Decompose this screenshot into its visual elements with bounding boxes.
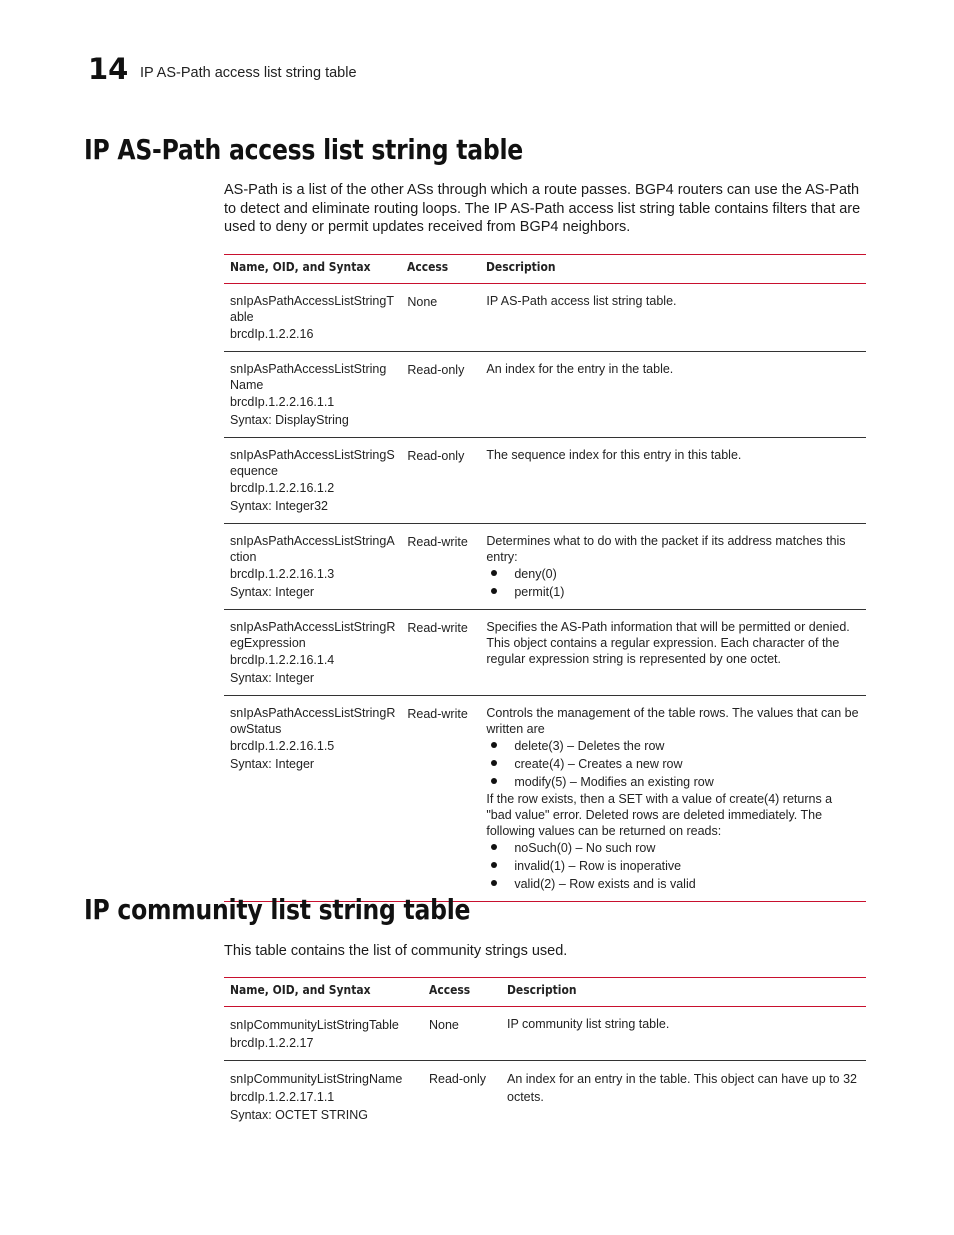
description-cell: IP community list string table. [507,1017,670,1031]
name-cell: snIpAsPathAccessListString Name brcdIp.1.2.2.16.1.1 Syntax: DisplayString [230,362,387,427]
access-cell: Read-write [407,707,468,721]
bullet-item: modify(5) – Modifies an existing row [486,773,860,791]
table-header-row [224,978,866,1007]
section-intro-as-path: AS-Path is a list of the other ASs through which a route passes. BGP4 routers can use the AS-Path to detect and eliminate routing loops. The IP AS-Path access list string table contains filters that are used to deny or permit updates received from BGP4 neighbors. [224,182,861,235]
bullet-item: delete(3) – Deletes the row [486,737,860,755]
name-cell: snIpAsPathAccessListStringS equence brcdIp.1.2.2.16.1.2 Syntax: Integer32 [230,448,395,513]
column-header: Description [480,255,866,284]
table-row [224,610,866,696]
bullet-item: noSuch(0) – No such row [486,839,860,857]
access-cell: Read-only [429,1072,486,1086]
description-cell: Controls the management of the table rows. The values that can be written are delete(3) – Deletes the row create(4) – Creates a new row modify(5) – Modifies an existing row If the row exists, then a SET with a value of create(4) returns a "bad value" error. Deleted rows are deleted immediately. The following values can be returned on reads: noSuch(0) – No such row invalid(1) – Row is inoperative valid(2) – Row exists and is valid [486,706,859,891]
access-cell: Read-only [407,449,465,463]
access-cell: None [429,1018,459,1032]
description-cell: An index for an entry in the table. This object can have up to 32 octets. [507,1072,858,1104]
column-header: Access [423,978,501,1007]
running-header: IP AS-Path access list string table [140,65,357,81]
description-cell: An index for the entry in the table. [486,362,674,376]
bullet-item: deny(0) [486,565,860,583]
table-row [224,696,866,902]
name-cell: snIpAsPathAccessListStringR owStatus brcdIp.1.2.2.16.1.5 Syntax: Integer [230,706,396,771]
bullet-item: create(4) – Creates a new row [486,755,860,773]
table-row [224,438,866,524]
access-cell: Read-write [407,621,468,635]
as-path-table [224,254,866,902]
section-title-community: IP community list string table [84,893,471,926]
column-header: Name, OID, and Syntax [224,255,401,284]
table-row [224,352,866,438]
section-intro-community: This table contains the list of community strings used. [224,943,568,959]
table-row [224,284,866,352]
name-cell: snIpAsPathAccessListStringR egExpression brcdIp.1.2.2.16.1.4 Syntax: Integer [230,620,396,685]
bullet-item: permit(1) [486,583,860,601]
description-cell: Specifies the AS-Path information that will be permitted or denied. This object contains a regular expression. Each character of the regular expression string is represented by one octet. [486,620,850,666]
community-table [224,977,866,1132]
bullet-item: valid(2) – Row exists and is valid [486,875,860,893]
access-cell: None [407,295,438,309]
access-cell: Read-only [407,363,465,377]
table-row [224,524,866,610]
description-cell: The sequence index for this entry in this table. [486,448,742,462]
name-cell: snIpCommunityListStringTable brcdIp.1.2.2.17 [230,1018,399,1050]
access-cell: Read-write [407,535,468,549]
chapter-number: 14 [88,52,129,86]
name-cell: snIpAsPathAccessListStringT able brcdIp.1.2.2.16 [230,294,394,341]
description-cell: IP AS-Path access list string table. [486,294,677,308]
table-header-row [224,255,866,284]
section-title-as-path: IP AS-Path access list string table [84,133,524,166]
description-cell: Determines what to do with the packet if its address matches this entry: deny(0) permit(1) [480,524,866,610]
table-row [224,1061,866,1133]
name-cell: snIpAsPathAccessListStringA ction brcdIp.1.2.2.16.1.3 Syntax: Integer [230,534,395,599]
column-header: Access [401,255,480,284]
column-header: Name, OID, and Syntax [224,978,423,1007]
column-header: Description [501,978,866,1007]
name-cell: snIpCommunityListStringName brcdIp.1.2.2.17.1.1 Syntax: OCTET STRING [230,1072,403,1122]
bullet-item: invalid(1) – Row is inoperative [486,857,860,875]
table-row [224,1007,866,1061]
